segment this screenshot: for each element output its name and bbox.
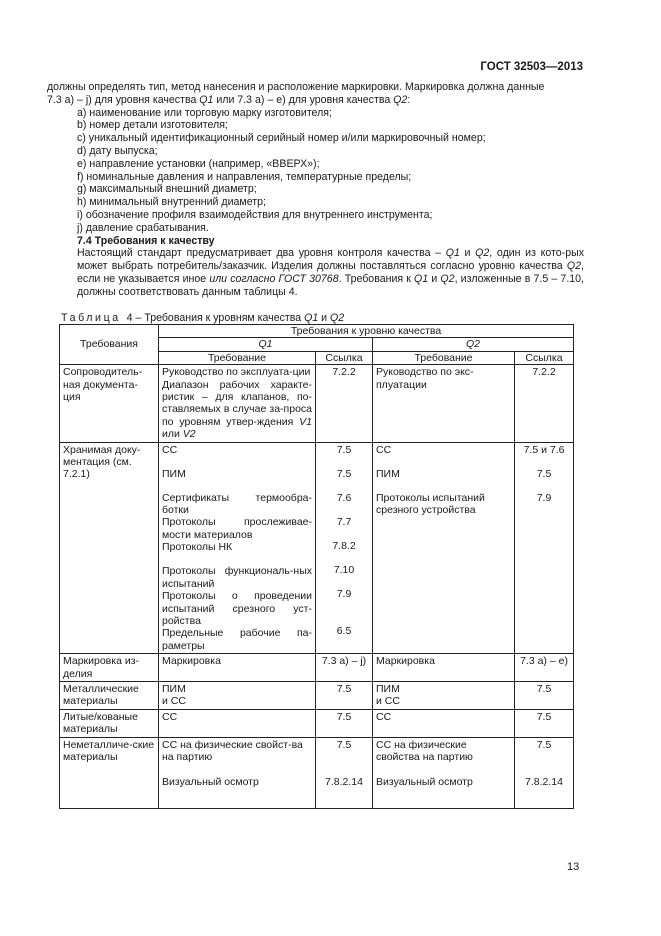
row-name: Маркировка из-делия [60,654,159,682]
table-row [60,654,574,682]
header-requirement: Требование [373,351,515,364]
table-row [60,681,574,709]
list-item: f) номинальные давления и направления, температурные пределы; [77,170,412,183]
table-row [60,709,574,737]
intro-line-2: 7.3 а) – j) для уровня качества Q1 или 7.3 а) – е) для уровня качества Q2: [47,93,411,106]
quality-requirements-table [59,324,574,809]
list-item: c) уникальный идентификационный серийный номер и/или маркировочный номер; [77,132,486,145]
q2-reference: 7.2.2 [515,365,574,442]
q2-reference: 7.5 7.8.2.14 [515,737,574,808]
q1-reference: 7.3 а) – j) [316,654,373,682]
q2-reference: 7.3 а) – е) [515,654,574,682]
q1-reference: 7.5 7.8.2.14 [316,737,373,808]
q2-requirement: ПИМ и СС [373,681,515,709]
table-caption: Таблица 4 – Требования к уровням качества Q1 и Q2 [61,312,345,324]
document-header: ГОСТ 32503—2013 [480,61,583,73]
list-item: b) номер детали изготовителя; [77,119,228,132]
section-heading: 7.4 Требования к качеству [77,234,215,247]
q2-requirement: СС [373,709,515,737]
list-item: g) максимальный внешний диаметр; [77,183,257,196]
q1-requirement: Маркировка [159,654,316,682]
header-reference: Ссылка [515,351,574,364]
header-requirements: Требования [60,325,159,365]
q2-requirement: СС на физические свойства на партию Визуальный осмотр [373,737,515,808]
intro-line-1: должны определять тип, метод нанесения и расположение маркировки. Маркировка должна данные [47,81,545,93]
page-number: 13 [567,861,580,873]
row-name: Хранимая доку-ментация (см. 7.2.1) [60,442,159,653]
header-q2: Q2 [373,338,574,351]
list-item: e) направление установки (например, «ВВЕРХ»); [77,157,320,170]
list-item: d) дату выпуска; [77,144,158,157]
table-row [60,365,574,442]
row-name: Неметалличе-ские материалы [60,737,159,808]
row-name: Литые/кованые материалы [60,709,159,737]
header-q1: Q1 [159,338,373,351]
q1-reference: 7.5 [316,709,373,737]
q1-requirement: СС [159,709,316,737]
row-name: Сопроводитель-ная документа-ция [60,365,159,442]
table-row [60,442,574,653]
table-row [60,737,574,808]
section-paragraph: Настоящий стандарт предусматривает два уровня контроля качества – Q1 и Q2, один из кото-рых может выбрать потребитель/заказчик. Изделия должны поставляться согласно уровню качества Q2, если не указывается иное или согласно ГОСТ 30768. Требования к Q1 и Q2, изложенные в 7.5 – 7.10, должны соответствовать данным таблицы 4. [77,247,584,298]
q1-reference: 7.5 [316,681,373,709]
q2-requirement: Маркировка [373,654,515,682]
header-quality-requirements: Требования к уровню качества [159,325,574,338]
header-requirement: Требование [159,351,316,364]
q1-reference: 7.2.2 [316,365,373,442]
q1-reference: 7.5 7.5 7.6 7.7 7.8.2 7.10 7.9 6.5 [316,442,373,653]
q1-requirement: ПИМ и СС [159,681,316,709]
list-item: h) минимальный внутренний диаметр; [77,196,266,209]
list-item: a) наименование или торговую марку изготовителя; [77,106,332,119]
header-reference: Ссылка [316,351,373,364]
q1-requirement: СС ПИМ Сертификаты термообра-ботки Протоколы прослеживае-мости материалов Протоколы НК Протоколы функциональ-ных испытаний Протоколы о проведении испытаний срезного уст-ройства Предельные рабочие па-раметры [159,442,316,653]
row-name: Металлические материалы [60,681,159,709]
q1-requirement: СС на физические свойст-ва на партию Визуальный осмотр [159,737,316,808]
q2-requirement: СС ПИМ Протоколы испытаний срезного устройства [373,442,515,653]
list-item: j) давление срабатывания. [77,221,209,234]
list-item: i) обозначение профиля взаимодействия для внутреннего инструмента; [77,208,433,221]
q2-reference: 7.5 [515,709,574,737]
q2-reference: 7.5 [515,681,574,709]
q1-requirement: Руководство по эксплуата-ции Диапазон рабочих характе-ристик – для клапанов, по-ставляемых в случае за-проса по уровням утвер-ждения V1 или V2 [159,365,316,442]
body-text [47,81,584,299]
q2-requirement: Руководство по экс-плуатации [373,365,515,442]
q2-reference: 7.5 и 7.6 7.5 7.9 [515,442,574,653]
